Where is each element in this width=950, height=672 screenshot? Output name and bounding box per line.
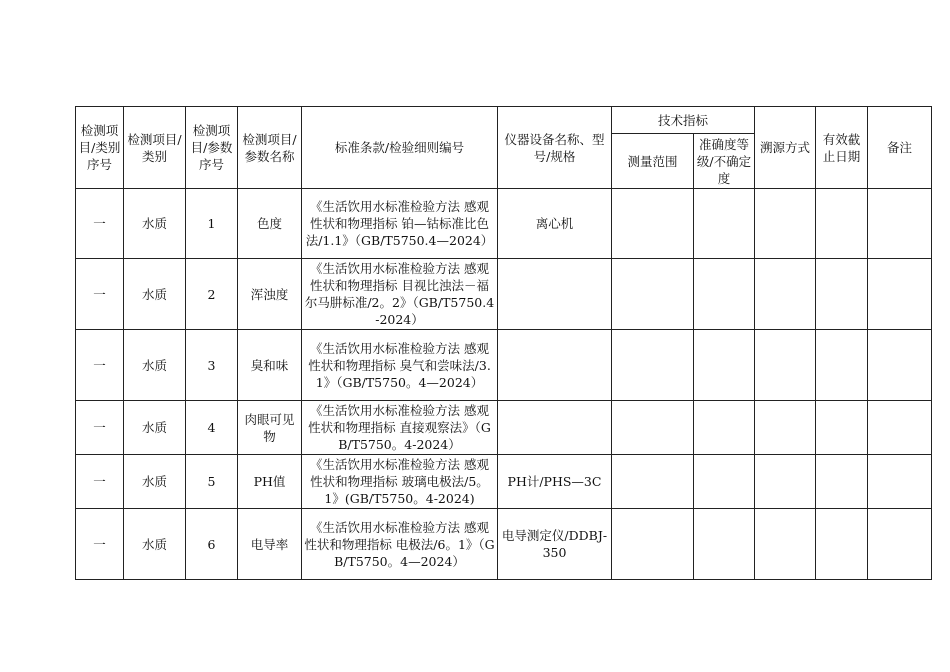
header-instrument: 仪器设备名称、型号/规格	[498, 107, 612, 189]
valid-until-cell	[816, 189, 868, 259]
range-cell	[612, 401, 694, 455]
param-no-cell: 2	[186, 259, 238, 330]
seq-cell: 一	[76, 509, 124, 580]
category-cell: 水质	[124, 401, 186, 455]
header-seq: 检测项目/类别序号	[76, 107, 124, 189]
standard-cell: 《生活饮用水标准检验方法 感观性状和物理指标 臭气和尝味法/3.1》（GB/T5750。4—2024）	[302, 330, 498, 401]
valid-until-cell	[816, 330, 868, 401]
category-cell: 水质	[124, 259, 186, 330]
standard-cell: 《生活饮用水标准检验方法 感观性状和物理指标 铂—钴标准比色法/1.1》（GB/T5750.4—2024）	[302, 189, 498, 259]
valid-until-cell	[816, 259, 868, 330]
category-cell: 水质	[124, 455, 186, 509]
traceability-cell	[755, 455, 816, 509]
param-name-cell: 色度	[238, 189, 302, 259]
seq-cell: 一	[76, 259, 124, 330]
category-cell: 水质	[124, 189, 186, 259]
instrument-cell	[498, 401, 612, 455]
seq-cell: 一	[76, 455, 124, 509]
standard-cell: 《生活饮用水标准检验方法 感观性状和物理指标 直接观察法》（GB/T5750。4-2024）	[302, 401, 498, 455]
standard-cell: 《生活饮用水标准检验方法 感观性状和物理指标 玻璃电极法/5。1》(GB/T5750。4-2024)	[302, 455, 498, 509]
remarks-cell	[868, 509, 932, 580]
remarks-cell	[868, 455, 932, 509]
remarks-cell	[868, 259, 932, 330]
table-row	[76, 330, 932, 401]
valid-until-cell	[816, 455, 868, 509]
header-range: 测量范围	[612, 134, 694, 189]
category-cell: 水质	[124, 509, 186, 580]
traceability-cell	[755, 330, 816, 401]
header-valid-until: 有效截止日期	[816, 107, 868, 189]
traceability-cell	[755, 509, 816, 580]
accuracy-cell	[694, 330, 755, 401]
param-no-cell: 4	[186, 401, 238, 455]
instrument-cell	[498, 259, 612, 330]
table-row	[76, 189, 932, 259]
remarks-cell	[868, 401, 932, 455]
header-param-name: 检测项目/参数名称	[238, 107, 302, 189]
instrument-cell: 离心机	[498, 189, 612, 259]
range-cell	[612, 509, 694, 580]
param-no-cell: 5	[186, 455, 238, 509]
instrument-cell	[498, 330, 612, 401]
table-row	[76, 455, 932, 509]
seq-cell: 一	[76, 189, 124, 259]
remarks-cell	[868, 330, 932, 401]
header-category: 检测项目/类别	[124, 107, 186, 189]
param-no-cell: 1	[186, 189, 238, 259]
header-tech-spec: 技术指标	[612, 107, 755, 134]
range-cell	[612, 259, 694, 330]
param-name-cell: PH值	[238, 455, 302, 509]
accuracy-cell	[694, 455, 755, 509]
instrument-cell: 电导测定仪/DDBJ-350	[498, 509, 612, 580]
traceability-cell	[755, 189, 816, 259]
table-row	[76, 259, 932, 330]
header-row	[76, 107, 932, 134]
header-standard: 标准条款/检验细则编号	[302, 107, 498, 189]
param-name-cell: 肉眼可见物	[238, 401, 302, 455]
range-cell	[612, 330, 694, 401]
header-param-no: 检测项目/参数序号	[186, 107, 238, 189]
valid-until-cell	[816, 509, 868, 580]
accuracy-cell	[694, 189, 755, 259]
param-name-cell: 浑浊度	[238, 259, 302, 330]
standard-cell: 《生活饮用水标准检验方法 感观性状和物理指标 目视比浊法－福尔马肼标准/2。2》（GB/T5750.4-2024）	[302, 259, 498, 330]
range-cell	[612, 455, 694, 509]
param-no-cell: 3	[186, 330, 238, 401]
header-traceability: 溯源方式	[755, 107, 816, 189]
param-no-cell: 6	[186, 509, 238, 580]
seq-cell: 一	[76, 401, 124, 455]
seq-cell: 一	[76, 330, 124, 401]
header-accuracy: 准确度等级/不确定度	[694, 134, 755, 189]
accuracy-cell	[694, 259, 755, 330]
param-name-cell: 臭和味	[238, 330, 302, 401]
detection-capability-table	[75, 106, 932, 580]
instrument-cell: PH计/PHS—3C	[498, 455, 612, 509]
param-name-cell: 电导率	[238, 509, 302, 580]
standard-cell: 《生活饮用水标准检验方法 感观性状和物理指标 电极法/6。1》（GB/T5750。4—2024）	[302, 509, 498, 580]
table-row	[76, 401, 932, 455]
remarks-cell	[868, 189, 932, 259]
header-remarks: 备注	[868, 107, 932, 189]
valid-until-cell	[816, 401, 868, 455]
table-row	[76, 509, 932, 580]
traceability-cell	[755, 401, 816, 455]
category-cell: 水质	[124, 330, 186, 401]
accuracy-cell	[694, 401, 755, 455]
traceability-cell	[755, 259, 816, 330]
range-cell	[612, 189, 694, 259]
accuracy-cell	[694, 509, 755, 580]
